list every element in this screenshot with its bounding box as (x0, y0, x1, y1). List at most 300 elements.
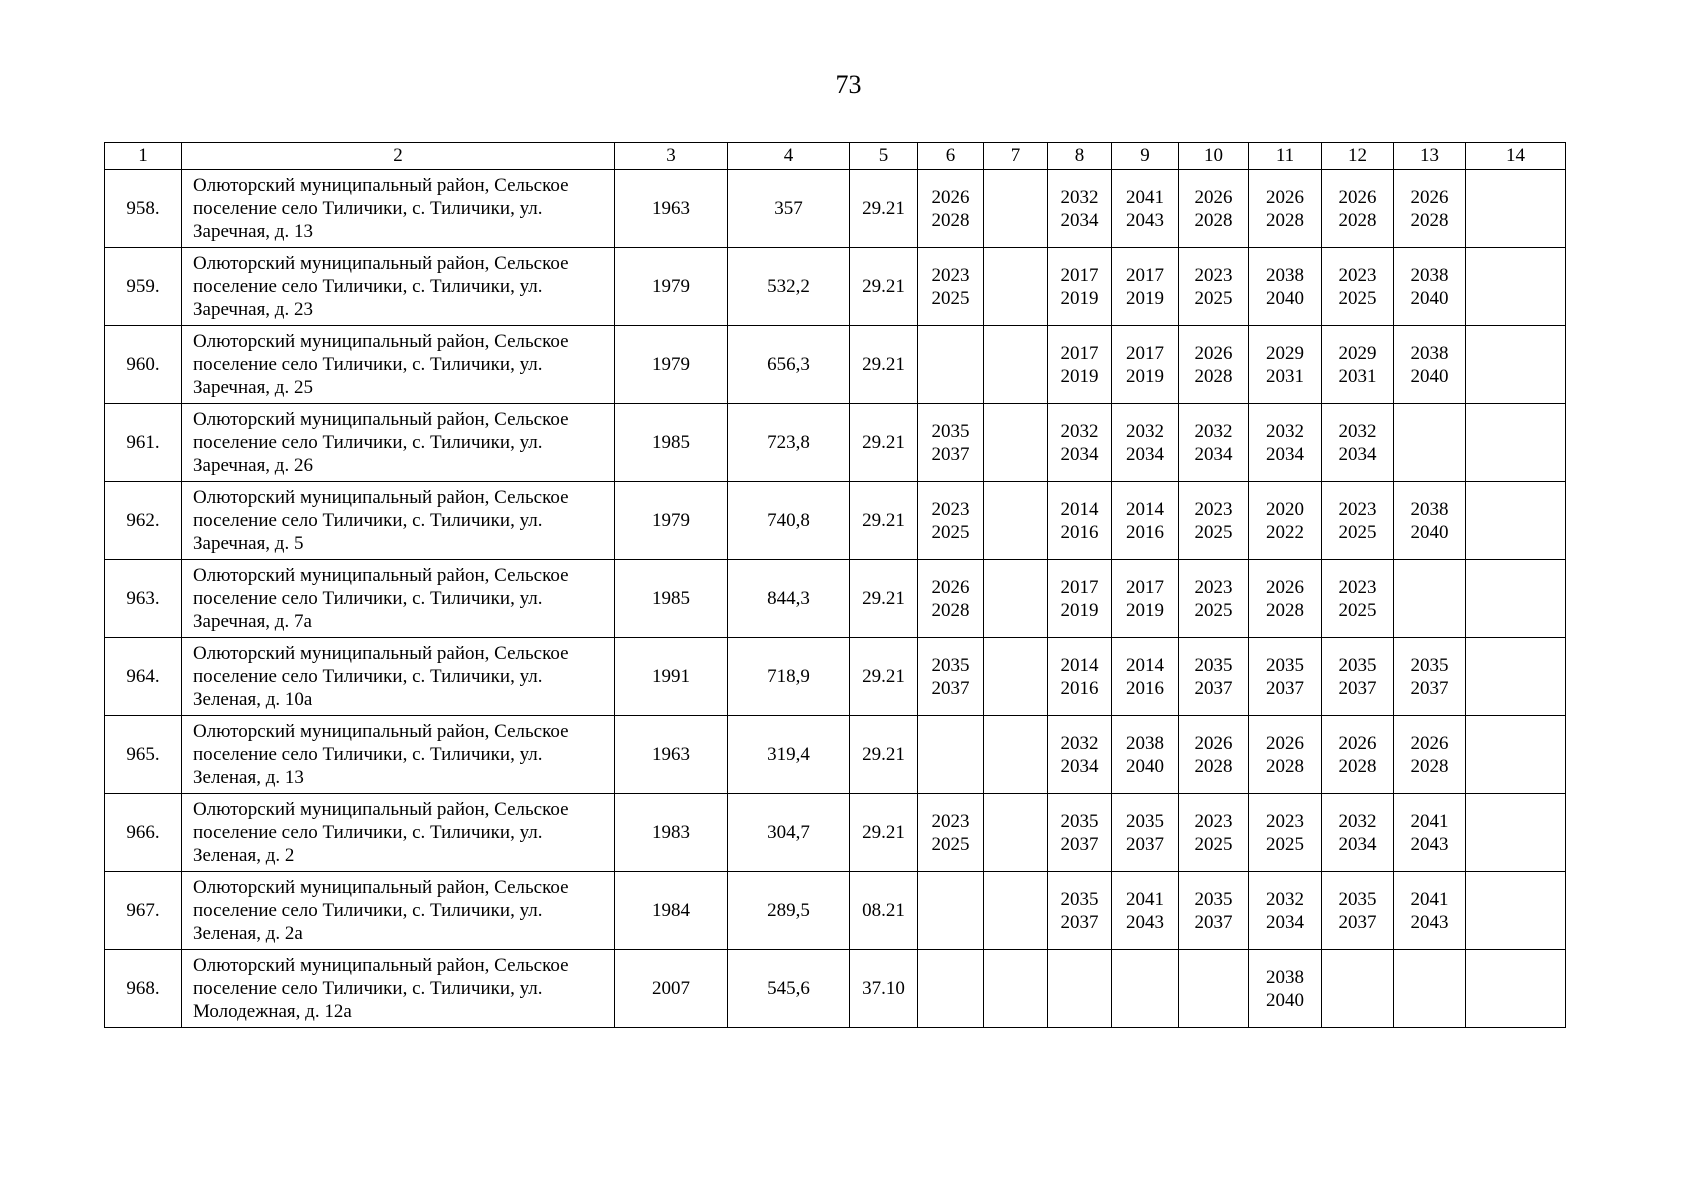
address-line: Олюторский муниципальный район, Сельское (193, 955, 569, 976)
period-cell (1394, 326, 1466, 404)
period-year: 2026 (931, 576, 970, 598)
period-year: 2037 (1060, 911, 1099, 933)
period-year: 2038 (1266, 264, 1304, 286)
period-cell (1466, 404, 1566, 482)
period-year: 2034 (1060, 209, 1099, 231)
address-line: Заречная, д. 23 (193, 299, 313, 320)
period-year: 2035 (1266, 654, 1304, 676)
table-row (105, 170, 1566, 248)
period-year: 2019 (1126, 287, 1164, 309)
period-cell (1249, 404, 1322, 482)
period-year: 2025 (1338, 599, 1377, 621)
period-year: 2043 (1126, 209, 1164, 231)
period-year: 2028 (1194, 209, 1233, 231)
period-year: 2026 (1338, 732, 1377, 754)
address-line: Заречная, д. 25 (193, 377, 313, 398)
period-year: 2032 (1060, 420, 1099, 442)
period-year: 2023 (1266, 810, 1304, 832)
address-cell (182, 794, 615, 872)
period-cell (1249, 872, 1322, 950)
column-header: 7 (984, 143, 1048, 170)
period-cell (1179, 404, 1249, 482)
period-cell (984, 404, 1048, 482)
table-row (105, 950, 1566, 1028)
period-year: 2037 (1194, 677, 1233, 699)
period-year: 2025 (1194, 833, 1233, 855)
address-line: Заречная, д. 13 (193, 221, 313, 242)
period-cell (1249, 716, 1322, 794)
period-year: 2028 (1266, 209, 1304, 231)
period-year: 2035 (931, 654, 970, 676)
period-cell (1394, 872, 1466, 950)
period-cell (1112, 560, 1179, 638)
address-line: поселение село Тиличики, с. Тиличики, ул. (193, 198, 543, 219)
area-cell: 319,4 (728, 716, 850, 794)
period-cell (1466, 638, 1566, 716)
period-year: 2026 (1194, 186, 1233, 208)
period-year: 2041 (1126, 888, 1164, 910)
period-year: 2029 (1338, 342, 1377, 364)
period-year: 2014 (1126, 498, 1164, 520)
address-line: Зеленая, д. 13 (193, 767, 304, 788)
column-number-header-row (105, 143, 1566, 170)
period-year: 2037 (1338, 911, 1377, 933)
period-year: 2032 (1266, 888, 1304, 910)
period-year: 2016 (1060, 521, 1099, 543)
year-cell: 1979 (615, 248, 728, 326)
period-year: 2028 (1410, 209, 1449, 231)
period-year: 2035 (1338, 654, 1377, 676)
address-line: поселение село Тиличики, с. Тиличики, ул. (193, 978, 543, 999)
year-cell: 1983 (615, 794, 728, 872)
address-line: поселение село Тиличики, с. Тиличики, ул. (193, 588, 543, 609)
table-row (105, 638, 1566, 716)
period-cell (918, 638, 984, 716)
period-year: 2040 (1410, 521, 1449, 543)
address-line: поселение село Тиличики, с. Тиличики, ул. (193, 900, 543, 921)
period-year: 2025 (931, 287, 970, 309)
period-cell (1179, 248, 1249, 326)
period-year: 2034 (1060, 443, 1099, 465)
period-cell (984, 716, 1048, 794)
area-cell: 656,3 (728, 326, 850, 404)
row-number: 965. (105, 716, 182, 794)
period-year: 2028 (1194, 755, 1233, 777)
period-cell (1179, 716, 1249, 794)
address-line: Заречная, д. 5 (193, 533, 304, 554)
period-cell (984, 794, 1048, 872)
period-year: 2035 (1194, 888, 1233, 910)
period-cell (1249, 560, 1322, 638)
column-header: 5 (850, 143, 918, 170)
period-year: 2017 (1126, 342, 1164, 364)
period-cell (1322, 248, 1394, 326)
period-cell (1466, 560, 1566, 638)
address-line: Зеленая, д. 2 (193, 845, 295, 866)
period-year: 2035 (1194, 654, 1233, 676)
period-year: 2016 (1126, 521, 1164, 543)
period-year: 2034 (1338, 443, 1377, 465)
row-number: 960. (105, 326, 182, 404)
period-year: 2019 (1126, 599, 1164, 621)
period-year: 2032 (1060, 186, 1099, 208)
period-cell (1112, 950, 1179, 1028)
period-cell (984, 950, 1048, 1028)
period-year: 2023 (931, 810, 970, 832)
period-cell (1394, 482, 1466, 560)
area-cell: 289,5 (728, 872, 850, 950)
period-year: 2014 (1126, 654, 1164, 676)
period-cell (1322, 950, 1394, 1028)
address-line: поселение село Тиличики, с. Тиличики, ул. (193, 744, 543, 765)
period-cell (1048, 248, 1112, 326)
row-number: 966. (105, 794, 182, 872)
period-year: 2031 (1338, 365, 1377, 387)
column-header: 2 (182, 143, 615, 170)
area-cell: 740,8 (728, 482, 850, 560)
period-cell (1179, 326, 1249, 404)
period-cell (1048, 404, 1112, 482)
period-cell (1179, 560, 1249, 638)
area-cell: 718,9 (728, 638, 850, 716)
period-year: 2026 (1338, 186, 1377, 208)
address-line: поселение село Тиличики, с. Тиличики, ул. (193, 276, 543, 297)
period-year: 2023 (1194, 498, 1233, 520)
address-line: Олюторский муниципальный район, Сельское (193, 799, 569, 820)
period-cell (1179, 638, 1249, 716)
period-year: 2017 (1126, 264, 1164, 286)
period-cell (1048, 560, 1112, 638)
period-cell (984, 326, 1048, 404)
period-year: 2016 (1126, 677, 1164, 699)
code-cell: 29.21 (850, 170, 918, 248)
code-cell: 29.21 (850, 326, 918, 404)
table-row (105, 872, 1566, 950)
period-cell (918, 794, 984, 872)
period-cell (1466, 170, 1566, 248)
period-year: 2040 (1266, 287, 1304, 309)
period-year: 2022 (1266, 521, 1304, 543)
period-cell (1048, 482, 1112, 560)
period-year: 2026 (1194, 342, 1233, 364)
period-year: 2017 (1060, 264, 1099, 286)
period-year: 2041 (1410, 888, 1449, 910)
period-year: 2037 (1126, 833, 1164, 855)
period-year: 2028 (1338, 755, 1377, 777)
period-year: 2023 (931, 264, 970, 286)
period-cell (918, 560, 984, 638)
period-year: 2035 (931, 420, 970, 442)
row-number: 964. (105, 638, 182, 716)
code-cell: 29.21 (850, 638, 918, 716)
period-year: 2035 (1126, 810, 1164, 832)
table-row (105, 482, 1566, 560)
column-header: 14 (1466, 143, 1566, 170)
address-cell (182, 248, 615, 326)
period-year: 2026 (1410, 732, 1449, 754)
period-year: 2017 (1126, 576, 1164, 598)
address-line: Олюторский муниципальный район, Сельское (193, 877, 569, 898)
column-header: 11 (1249, 143, 1322, 170)
area-cell: 545,6 (728, 950, 850, 1028)
period-year: 2034 (1060, 755, 1099, 777)
address-line: поселение село Тиличики, с. Тиличики, ул. (193, 432, 543, 453)
period-year: 2028 (1194, 365, 1233, 387)
period-year: 2040 (1126, 755, 1164, 777)
period-cell (984, 482, 1048, 560)
address-line: Олюторский муниципальный район, Сельское (193, 721, 569, 742)
period-cell (918, 248, 984, 326)
period-year: 2026 (931, 186, 970, 208)
address-line: поселение село Тиличики, с. Тиличики, ул. (193, 822, 543, 843)
period-cell (1394, 638, 1466, 716)
period-cell (984, 872, 1048, 950)
period-year: 2026 (1410, 186, 1449, 208)
period-year: 2037 (1060, 833, 1099, 855)
period-year: 2034 (1266, 911, 1304, 933)
period-cell (1112, 482, 1179, 560)
period-cell (1249, 326, 1322, 404)
code-cell: 29.21 (850, 560, 918, 638)
column-header: 1 (105, 143, 182, 170)
code-cell: 29.21 (850, 248, 918, 326)
row-number: 959. (105, 248, 182, 326)
address-line: поселение село Тиличики, с. Тиличики, ул. (193, 510, 543, 531)
period-year: 2034 (1338, 833, 1377, 855)
period-year: 2028 (1266, 599, 1304, 621)
period-year: 2040 (1410, 365, 1449, 387)
period-cell (1249, 482, 1322, 560)
period-cell (1048, 638, 1112, 716)
period-year: 2043 (1126, 911, 1164, 933)
period-cell (1466, 794, 1566, 872)
period-year: 2035 (1060, 810, 1099, 832)
register-table (104, 142, 1566, 1028)
address-cell (182, 404, 615, 482)
table-row (105, 560, 1566, 638)
period-cell (1179, 482, 1249, 560)
row-number: 958. (105, 170, 182, 248)
period-cell (918, 950, 984, 1028)
period-year: 2037 (1266, 677, 1304, 699)
address-cell (182, 872, 615, 950)
period-year: 2034 (1194, 443, 1233, 465)
column-header: 4 (728, 143, 850, 170)
column-header: 10 (1179, 143, 1249, 170)
period-year: 2029 (1266, 342, 1304, 364)
period-year: 2028 (931, 599, 970, 621)
period-cell (918, 872, 984, 950)
period-cell (1394, 794, 1466, 872)
period-cell (1322, 872, 1394, 950)
period-cell (1394, 950, 1466, 1028)
period-cell (1249, 950, 1322, 1028)
period-cell (1322, 170, 1394, 248)
period-cell (918, 326, 984, 404)
code-cell: 29.21 (850, 482, 918, 560)
period-year: 2028 (1338, 209, 1377, 231)
address-line: Олюторский муниципальный район, Сельское (193, 409, 569, 430)
period-year: 2026 (1194, 732, 1233, 754)
period-cell (1466, 482, 1566, 560)
period-year: 2035 (1338, 888, 1377, 910)
period-year: 2026 (1266, 186, 1304, 208)
period-year: 2014 (1060, 654, 1099, 676)
year-cell: 1979 (615, 326, 728, 404)
period-year: 2040 (1410, 287, 1449, 309)
area-cell: 723,8 (728, 404, 850, 482)
address-line: поселение село Тиличики, с. Тиличики, ул. (193, 666, 543, 687)
period-year: 2037 (931, 677, 970, 699)
period-year: 2038 (1266, 966, 1304, 988)
period-cell (1466, 950, 1566, 1028)
period-year: 2023 (1338, 498, 1377, 520)
period-year: 2032 (1194, 420, 1233, 442)
period-year: 2026 (1266, 576, 1304, 598)
period-cell (1112, 872, 1179, 950)
period-cell (1394, 560, 1466, 638)
table-row (105, 404, 1566, 482)
period-cell (1249, 638, 1322, 716)
column-header: 6 (918, 143, 984, 170)
period-cell (1394, 170, 1466, 248)
period-year: 2017 (1060, 576, 1099, 598)
period-year: 2019 (1060, 287, 1099, 309)
period-cell (1112, 248, 1179, 326)
address-line: Олюторский муниципальный район, Сельское (193, 331, 569, 352)
code-cell: 29.21 (850, 404, 918, 482)
period-cell (1048, 326, 1112, 404)
row-number: 968. (105, 950, 182, 1028)
period-cell (1322, 716, 1394, 794)
table-row (105, 716, 1566, 794)
year-cell: 1984 (615, 872, 728, 950)
table-row (105, 326, 1566, 404)
period-cell (1322, 560, 1394, 638)
area-cell: 357 (728, 170, 850, 248)
row-number: 961. (105, 404, 182, 482)
year-cell: 1963 (615, 170, 728, 248)
column-header: 3 (615, 143, 728, 170)
row-number: 963. (105, 560, 182, 638)
code-cell: 29.21 (850, 716, 918, 794)
period-cell (1179, 170, 1249, 248)
table-row (105, 248, 1566, 326)
period-year: 2032 (1060, 732, 1099, 754)
column-header: 13 (1394, 143, 1466, 170)
period-year: 2028 (1410, 755, 1449, 777)
period-year: 2028 (1266, 755, 1304, 777)
address-line: поселение село Тиличики, с. Тиличики, ул. (193, 354, 543, 375)
period-year: 2040 (1266, 989, 1304, 1011)
period-year: 2041 (1126, 186, 1164, 208)
period-cell (1112, 170, 1179, 248)
period-year: 2025 (1194, 521, 1233, 543)
period-cell (1394, 248, 1466, 326)
period-year: 2043 (1410, 833, 1449, 855)
area-cell: 304,7 (728, 794, 850, 872)
year-cell: 1991 (615, 638, 728, 716)
period-cell (1112, 716, 1179, 794)
period-cell (1179, 950, 1249, 1028)
period-year: 2019 (1060, 365, 1099, 387)
period-year: 2037 (1194, 911, 1233, 933)
row-number: 967. (105, 872, 182, 950)
address-cell (182, 950, 615, 1028)
address-cell (182, 170, 615, 248)
period-year: 2037 (1338, 677, 1377, 699)
period-year: 2034 (1266, 443, 1304, 465)
period-cell (1249, 794, 1322, 872)
period-cell (918, 716, 984, 794)
column-header: 8 (1048, 143, 1112, 170)
period-year: 2035 (1410, 654, 1449, 676)
period-cell (1048, 872, 1112, 950)
year-cell: 1985 (615, 560, 728, 638)
address-line: Олюторский муниципальный район, Сельское (193, 253, 569, 274)
period-year: 2038 (1410, 264, 1449, 286)
period-cell (1322, 638, 1394, 716)
address-line: Олюторский муниципальный район, Сельское (193, 565, 569, 586)
page-number: 73 (835, 70, 862, 99)
period-year: 2025 (1194, 599, 1233, 621)
period-year: 2032 (1266, 420, 1304, 442)
period-cell (1112, 638, 1179, 716)
address-line: Зеленая, д. 10а (193, 689, 313, 710)
address-cell (182, 716, 615, 794)
period-year: 2025 (1194, 287, 1233, 309)
period-cell (1249, 248, 1322, 326)
period-year: 2037 (1410, 677, 1449, 699)
period-cell (1048, 170, 1112, 248)
period-year: 2032 (1338, 420, 1377, 442)
address-line: Олюторский муниципальный район, Сельское (193, 487, 569, 508)
year-cell: 1963 (615, 716, 728, 794)
address-line: Зеленая, д. 2а (193, 923, 303, 944)
address-line: Молодежная, д. 12а (193, 1001, 352, 1022)
period-year: 2025 (1266, 833, 1304, 855)
period-year: 2023 (1194, 810, 1233, 832)
period-year: 2020 (1266, 498, 1304, 520)
period-cell (1394, 716, 1466, 794)
address-line: Заречная, д. 7а (193, 611, 312, 632)
address-line: Олюторский муниципальный район, Сельское (193, 175, 569, 196)
period-cell (1466, 326, 1566, 404)
period-cell (984, 560, 1048, 638)
period-cell (1466, 716, 1566, 794)
period-cell (1112, 404, 1179, 482)
period-year: 2043 (1410, 911, 1449, 933)
period-year: 2026 (1266, 732, 1304, 754)
period-cell (1249, 170, 1322, 248)
year-cell: 1979 (615, 482, 728, 560)
address-line: Олюторский муниципальный район, Сельское (193, 643, 569, 664)
period-year: 2016 (1060, 677, 1099, 699)
period-cell (984, 638, 1048, 716)
period-cell (1112, 326, 1179, 404)
period-cell (1048, 950, 1112, 1028)
period-cell (1048, 794, 1112, 872)
period-year: 2014 (1060, 498, 1099, 520)
period-year: 2025 (1338, 521, 1377, 543)
period-year: 2023 (1194, 576, 1233, 598)
period-cell (984, 248, 1048, 326)
year-cell: 1985 (615, 404, 728, 482)
period-cell (918, 482, 984, 560)
period-year: 2037 (931, 443, 970, 465)
period-cell (1394, 404, 1466, 482)
column-header: 9 (1112, 143, 1179, 170)
